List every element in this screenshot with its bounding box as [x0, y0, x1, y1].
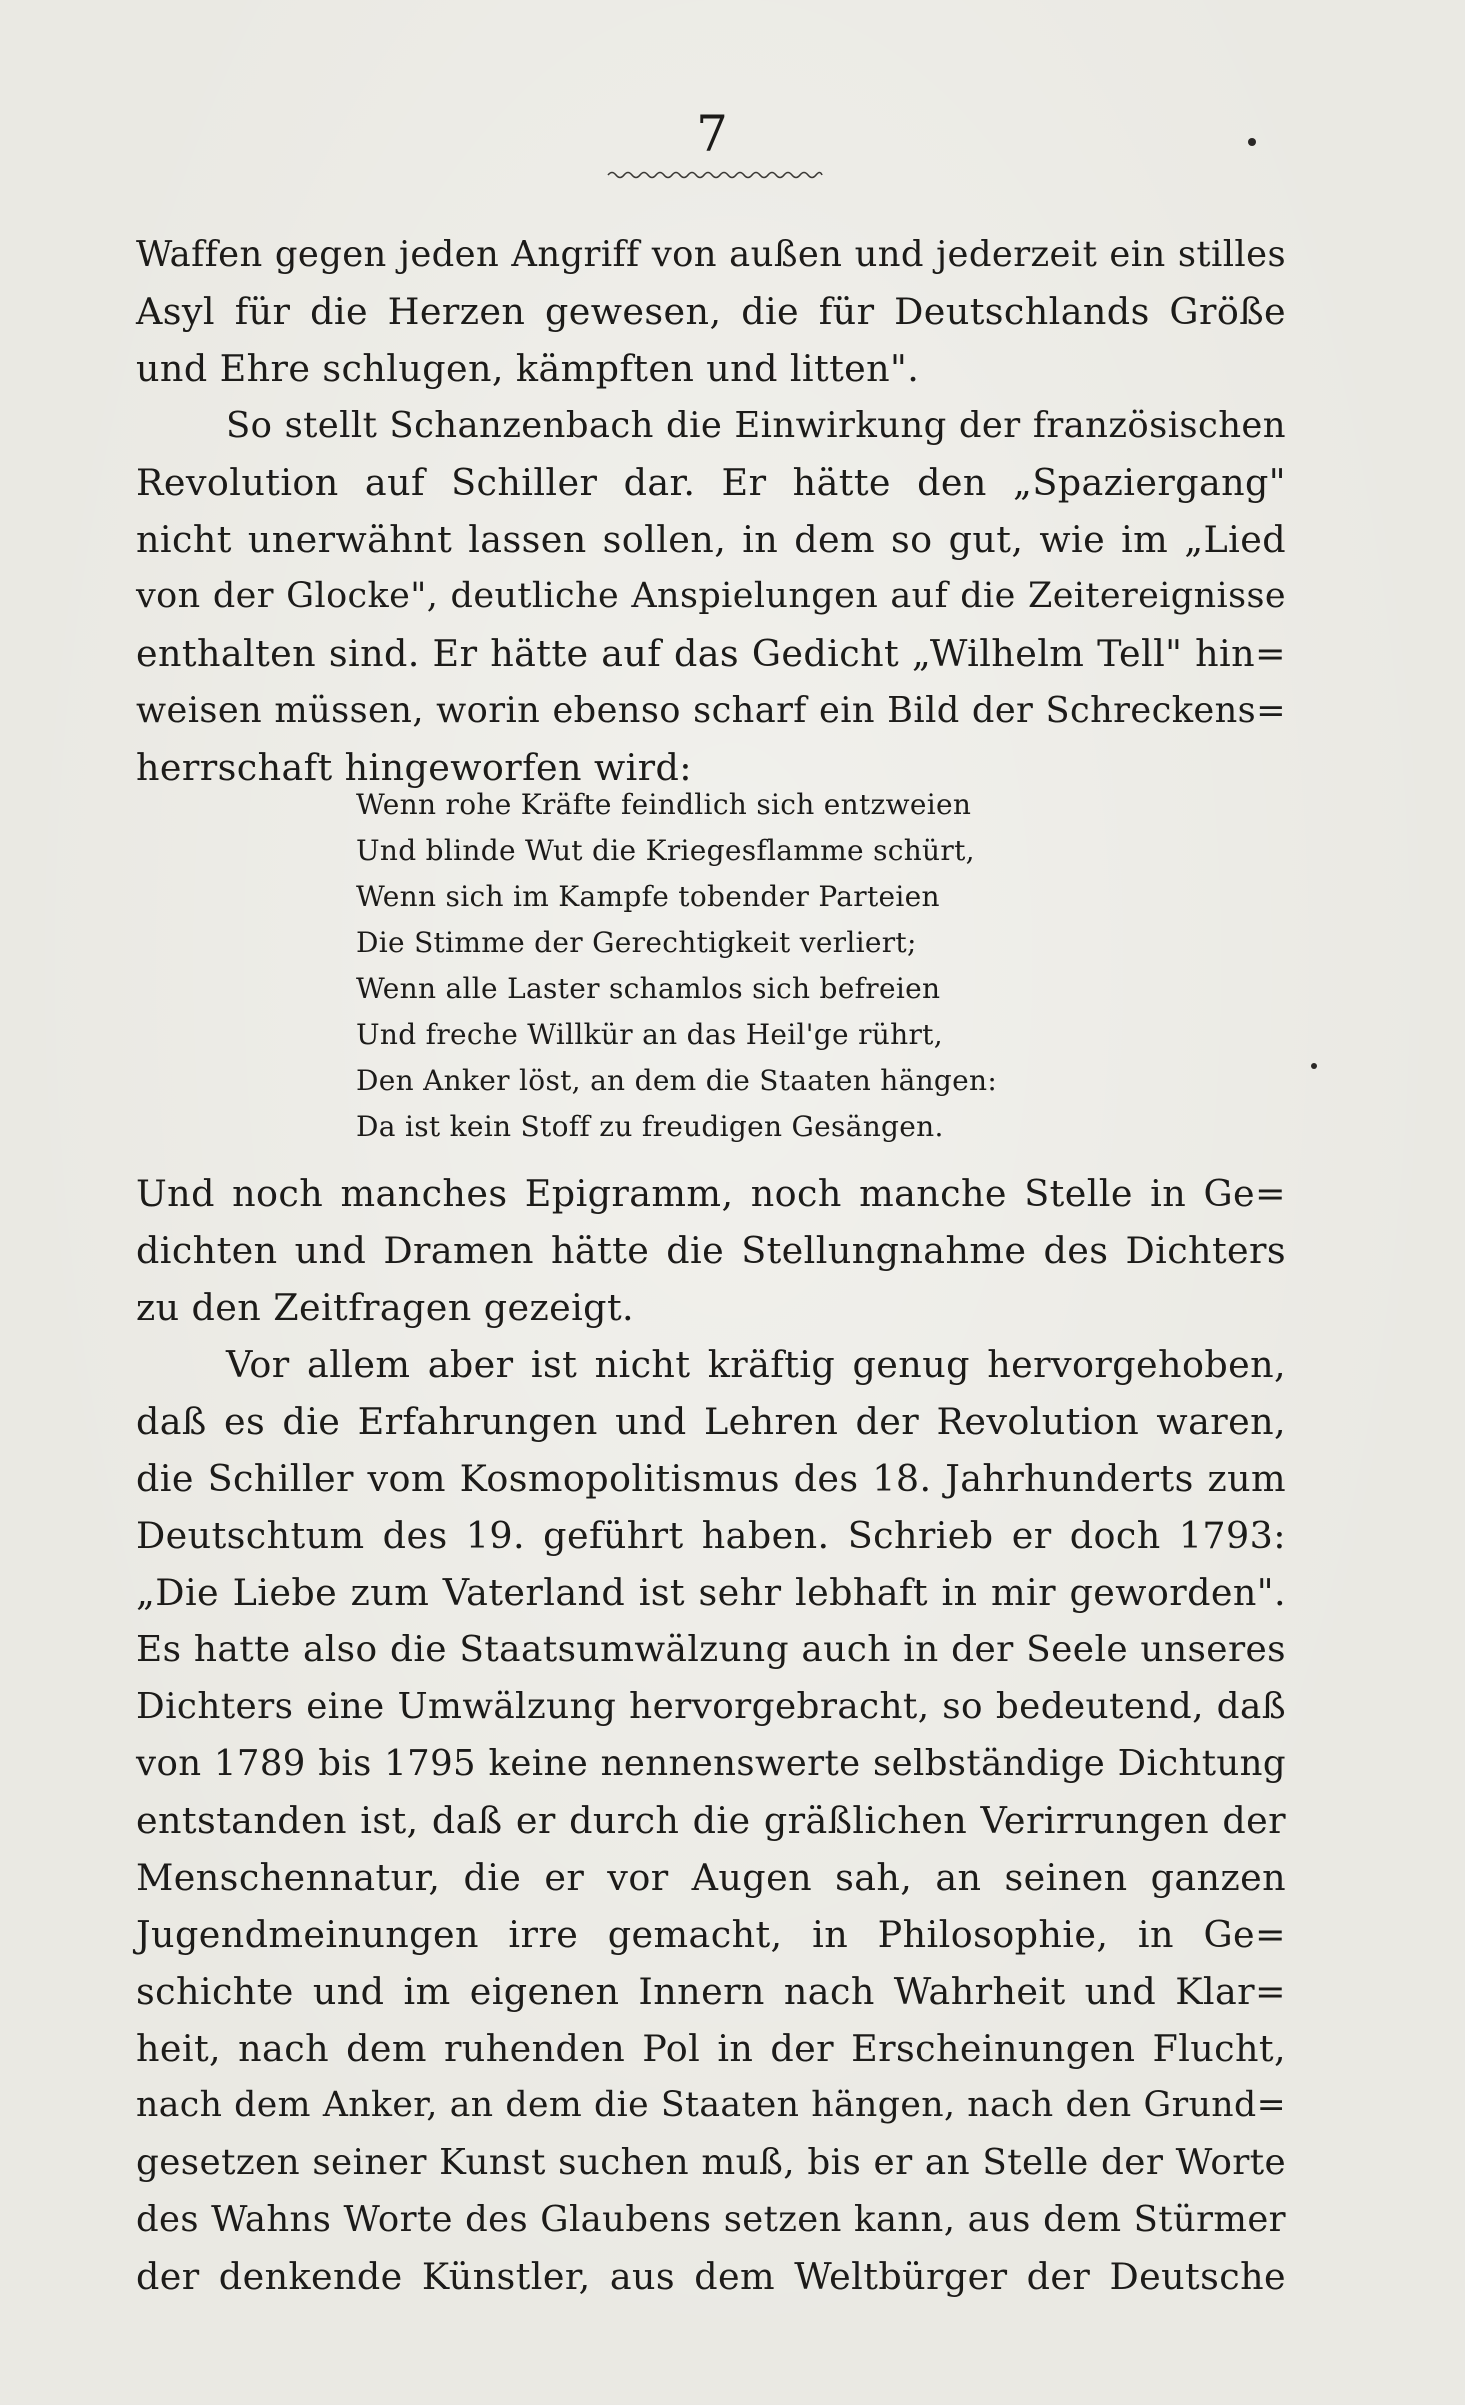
text-line: nach dem Anker, an dem die Staaten hängen, nach den Grund=: [136, 2085, 1286, 2125]
text-line: nicht unerwähnt lassen sollen, in dem so gut, wie im „Lied: [136, 518, 1286, 561]
paragraph-2: [136, 1165, 1286, 2305]
text-line: herrschaft hingeworfen wird:: [136, 746, 692, 789]
text-line: Und noch manches Epigramm, noch manche Stelle in Ge=: [136, 1172, 1286, 1215]
text-line: Asyl für die Herzen gewesen, die für Deutschlands Größe: [136, 290, 1286, 333]
margin-dot: [1248, 138, 1256, 146]
verse-line: Wenn sich im Kampfe tobender Parteien: [356, 880, 940, 913]
page-header: [0, 102, 1465, 192]
verse-line: Wenn rohe Kräfte feindlich sich entzweien: [356, 788, 972, 821]
text-line: Menschennatur, die er vor Augen sah, an seinen ganzen: [136, 1856, 1286, 1899]
text-line: von der Glocke", deutliche Anspielungen auf die Zeitereignisse: [136, 576, 1286, 616]
text-line: enthalten sind. Er hätte auf das Gedicht „Wilhelm Tell" hin=: [136, 632, 1286, 675]
text-line: die Schiller vom Kosmopolitismus des 18. Jahrhunderts zum: [136, 1457, 1286, 1500]
margin-dot-right: [1311, 1063, 1317, 1069]
text-line: Vor allem aber ist nicht kräftig genug hervorgehoben,: [226, 1343, 1286, 1386]
text-line: Revolution auf Schiller dar. Er hätte den „Spaziergang": [136, 461, 1286, 504]
text-line: „Die Liebe zum Vaterland ist sehr lebhaft in mir geworden".: [136, 1571, 1286, 1614]
verse-line: Die Stimme der Gerechtigkeit verliert;: [356, 926, 917, 959]
text-line: zu den Zeitfragen gezeigt.: [136, 1286, 635, 1329]
text-line: schichte und im eigenen Innern nach Wahrheit und Klar=: [136, 1970, 1286, 2013]
text-line: heit, nach dem ruhenden Pol in der Erscheinungen Flucht,: [136, 2027, 1286, 2070]
text-line: des Wahns Worte des Glaubens setzen kann, aus dem Stürmer: [136, 2199, 1286, 2240]
page-number: 7: [696, 105, 728, 163]
verse-line: Und blinde Wut die Kriegesflamme schürt,: [356, 834, 975, 867]
verse-line: Wenn alle Laster schamlos sich befreien: [356, 972, 941, 1005]
text-line: dichten und Dramen hätte die Stellungnahme des Dichters: [136, 1229, 1286, 1272]
verse-quotation: [356, 782, 1116, 1150]
text-line: Waffen gegen jeden Angriff von außen und jederzeit ein stilles: [136, 234, 1286, 275]
paragraph-1: [136, 226, 1286, 796]
text-line: Es hatte also die Staatsumwälzung auch in der Seele unseres: [136, 1629, 1286, 1670]
verse-line: Den Anker löst, an dem die Staaten hängen:: [356, 1064, 998, 1097]
text-line: entstanden ist, daß er durch die gräßlichen Verirrungen der: [136, 1799, 1286, 1842]
text-line: Dichters eine Umwälzung hervorgebracht, so bedeutend, daß: [136, 1686, 1286, 1727]
verse-line: Und freche Willkür an das Heil'ge rührt,: [356, 1018, 943, 1051]
text-line: weisen müssen, worin ebenso scharf ein Bild der Schreckens=: [136, 690, 1286, 731]
text-line: So stellt Schanzenbach die Einwirkung der französischen: [226, 405, 1286, 446]
text-line: und Ehre schlugen, kämpften und litten".: [136, 347, 920, 390]
text-line: der denkende Künstler, aus dem Weltbürger der Deutsche: [136, 2255, 1286, 2298]
text-line: Deutschtum des 19. geführt haben. Schrieb er doch 1793:: [136, 1514, 1286, 1557]
text-line: Jugendmeinungen irre gemacht, in Philosophie, in Ge=: [136, 1913, 1286, 1956]
verse-line: Da ist kein Stoff zu freudigen Gesängen.: [356, 1110, 944, 1143]
text-line: daß es die Erfahrungen und Lehren der Revolution waren,: [136, 1400, 1286, 1443]
wavy-rule-ornament: [606, 168, 824, 182]
text-line: gesetzen seiner Kunst suchen muß, bis er an Stelle der Worte: [136, 2142, 1286, 2183]
text-line: von 1789 bis 1795 keine nennenswerte selbständige Dichtung: [136, 1743, 1286, 1784]
